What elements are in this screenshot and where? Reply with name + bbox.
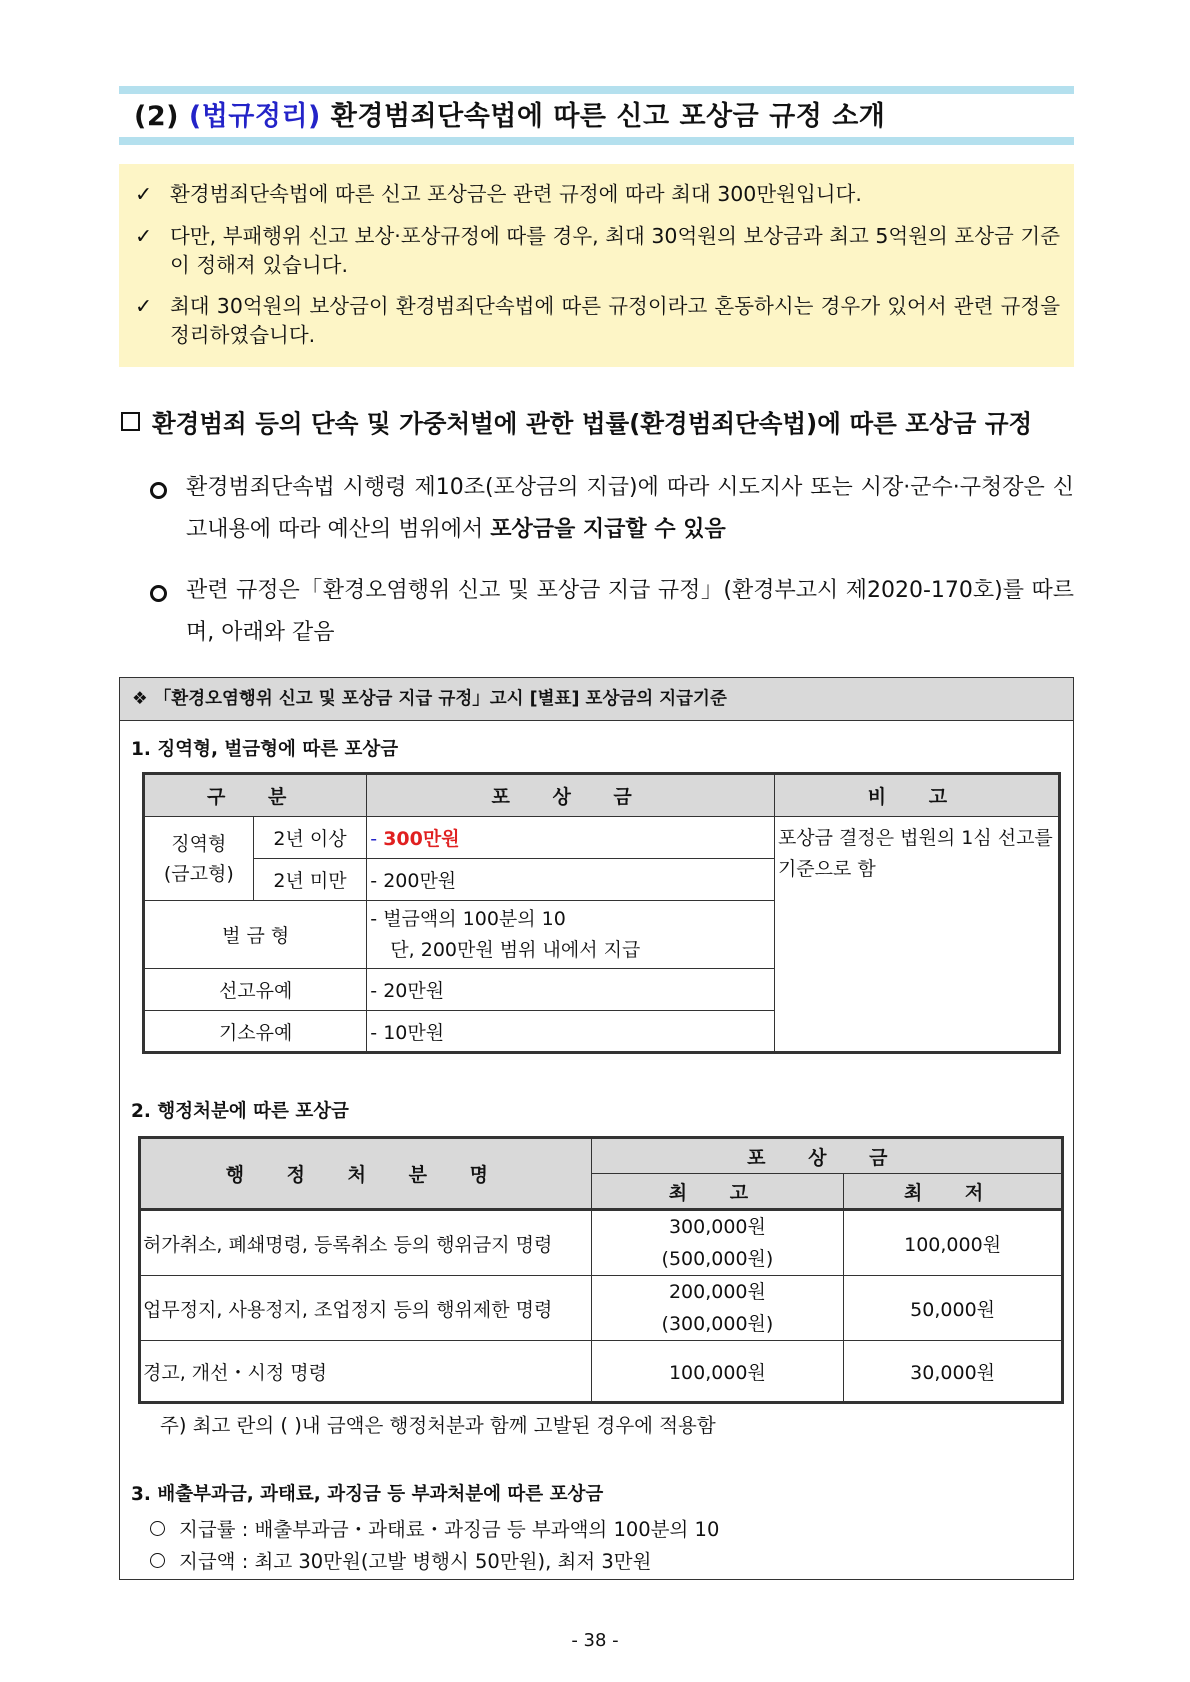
title-number: (2) [134,101,179,132]
notice-item: ✓ 환경범죄단속법에 따른 신고 포상금은 관련 규정에 따라 최대 300만원입니다. [135,180,1060,209]
header-cell: 비 고 [774,774,1059,817]
amount-cell: - 벌금액의 100분의 10 단, 200만원 범위 내에서 지급 [367,901,775,969]
check-icon: ✓ [135,182,153,206]
remark-cell: 포상금 결정은 법원의 1심 선고를 기준으로 함 [774,817,1059,1053]
list-item: 지급률 : 배출부과금・과태료・과징금 등 부과액의 100분의 10 [150,1514,719,1542]
header-cell: 행 정 처 분 명 [140,1138,592,1210]
table-row: 경고, 개선・시정 명령 100,000원 30,000원 [140,1341,1063,1403]
part2-title: 2. 행정처분에 따른 포상금 [131,1101,349,1122]
amount-cell: - 300만원 [367,817,775,859]
row-label-cell: 선고유예 [144,969,367,1011]
part2-table [138,1136,1064,1404]
footnote: 주) 최고 란의 ( )내 금액은 행정처분과 함께 고발된 경우에 적용함 [160,1414,716,1437]
header-cell: 최 저 [844,1174,1063,1210]
checkbox-square-icon [121,412,140,431]
part1-table [142,772,1061,1054]
bullet-item: 환경범죄단속법 시행령 제10조(포상금의 지급)에 따라 시도지사 또는 시장·군수·구청장은 신고내용에 따라 예산의 범위에서 포상금을 지급할 수 있음 [150,467,1074,551]
title-text: 환경범죄단속법에 따른 신고 포상금 규정 소개 [330,101,886,132]
term-cell: 2년 미만 [253,859,367,901]
notice-item: ✓ 최대 30억원의 보상금이 환경범죄단속법에 따른 규정이라고 혼동하시는 경우가 있어서 관련 규정을 정리하였습니다. [135,294,1060,347]
circle-bullet-icon [150,1553,165,1568]
header-cell: 포 상 금 [591,1138,1062,1174]
header-bottom-rule [119,137,1074,145]
diamond-icon: ❖ [132,689,148,709]
check-icon: ✓ [135,294,153,318]
check-icon: ✓ [135,224,153,248]
part3-title: 3. 배출부과금, 과태료, 과징금 등 부과처분에 따른 포상금 [131,1484,604,1505]
circle-bullet-icon [150,482,167,499]
list-item: 지급액 : 최고 30만원(고발 병행시 50만원), 최저 3만원 [150,1546,651,1574]
amount-cell: - 20만원 [367,969,775,1011]
header-top-rule [119,86,1074,94]
part1-title: 1. 징역형, 벌금형에 따른 포상금 [131,739,399,760]
reward-criteria-box [119,677,1074,1580]
amount-cell: - 200만원 [367,859,775,901]
header-cell: 최 고 [591,1174,844,1210]
circle-bullet-icon [150,1521,165,1536]
group-label-cell: 징역형 (금고형) [144,817,254,901]
row-label-cell: 기소유예 [144,1011,367,1053]
term-cell: 2년 이상 [253,817,367,859]
notice-item: ✓ 다만, 부패행위 신고 보상·포상규정에 따를 경우, 최대 30억원의 보상금과 최고 5억원의 포상금 기준이 정해져 있습니다. [135,224,1060,277]
bullet-item: 관련 규정은「환경오염행위 신고 및 포상금 지급 규정」(환경부고시 제2020-170호)를 따르며, 아래와 같음 [150,570,1074,654]
section-heading: 환경범죄 등의 단속 및 가중처벌에 관한 법률(환경범죄단속법)에 따른 포상금 규정 [121,405,1032,440]
summary-notice [119,164,1074,367]
amount-cell: - 10만원 [367,1011,775,1053]
circle-bullet-icon [150,585,167,602]
page-number: - 38 - [571,1630,619,1651]
box-heading: ❖ 「환경오염행위 신고 및 포상금 지급 규정」고시 [별표] 포상금의 지급기준 [120,678,1073,721]
title-tag: (법규정리) [188,101,321,132]
header-cell: 구 분 [144,774,367,817]
row-label-cell: 벌 금 형 [144,901,367,969]
header-cell: 포 상 금 [367,774,775,817]
table-row: 허가취소, 폐쇄명령, 등록취소 등의 행위금지 명령 300,000원 (500,000원) 100,000원 [140,1210,1063,1276]
page-title [134,94,885,133]
table-row: 업무정지, 사용정지, 조업정지 등의 행위제한 명령 200,000원 (300,000원) 50,000원 [140,1276,1063,1341]
